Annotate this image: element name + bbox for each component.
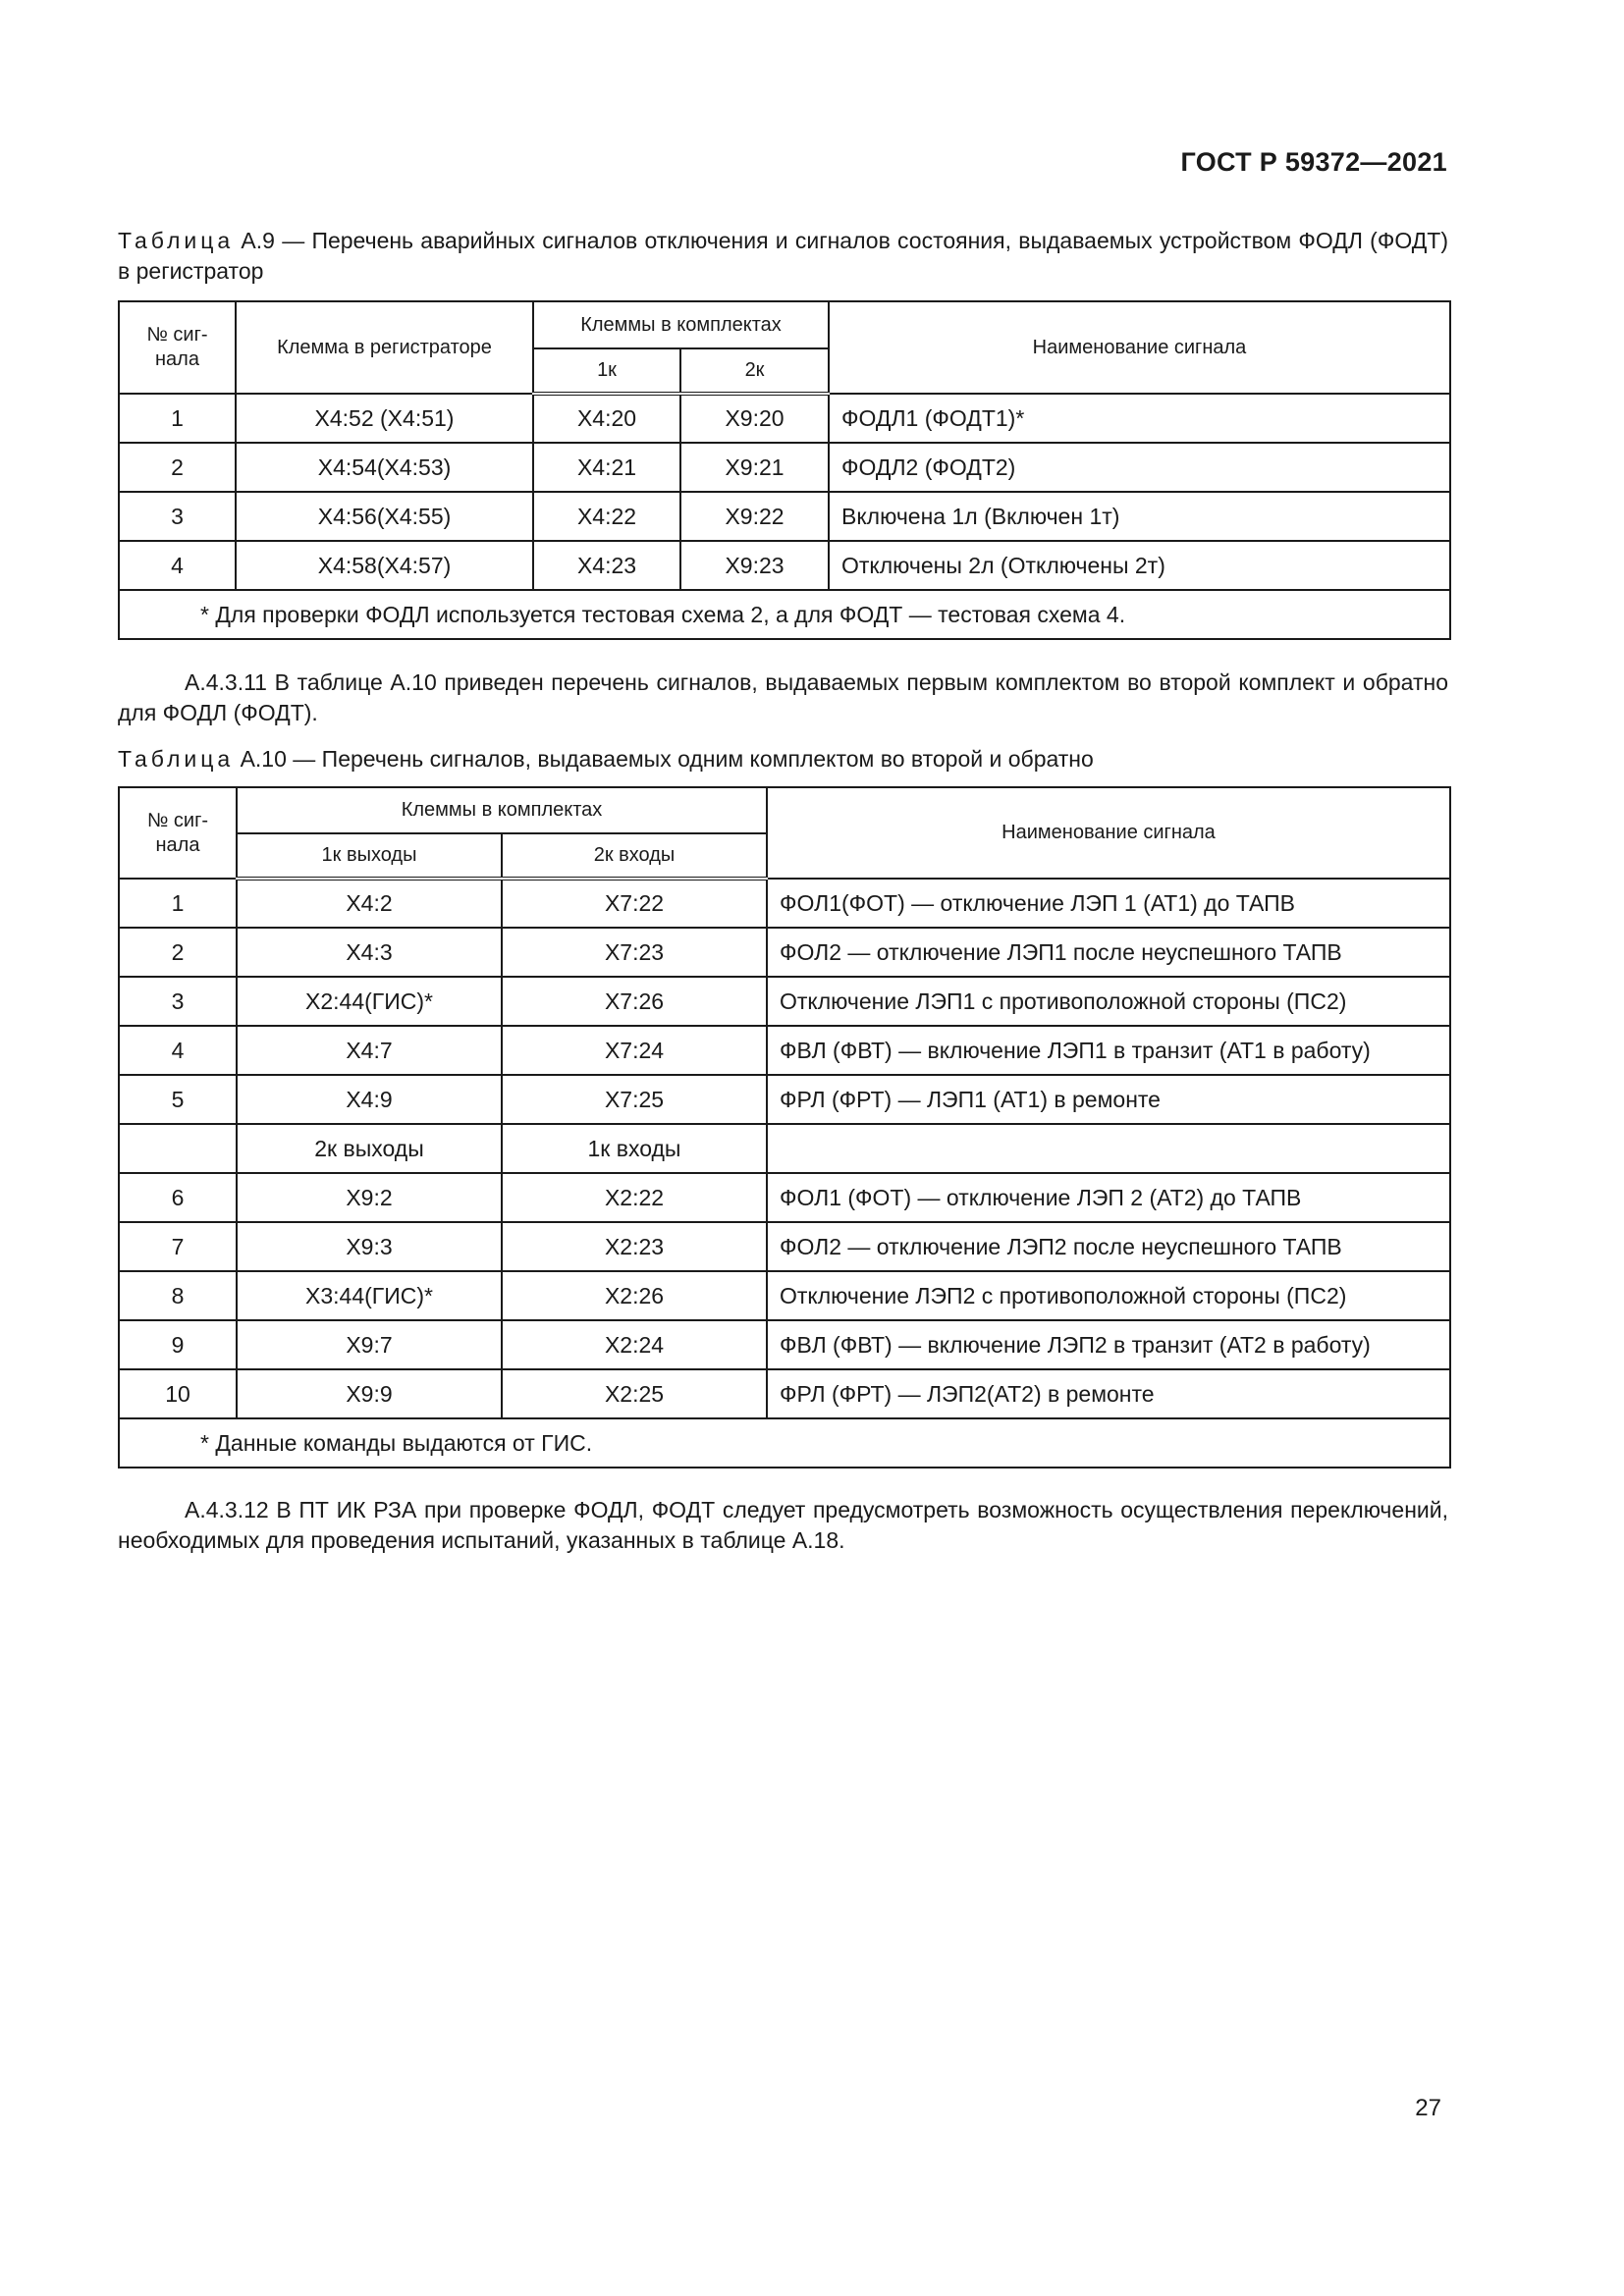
cell-input: X7:26 — [502, 977, 767, 1026]
header-signal-name: Наименование сигнала — [767, 787, 1450, 879]
table-row — [119, 394, 1450, 443]
cell-2k: X9:20 — [680, 394, 829, 443]
cell-output: X9:3 — [237, 1222, 502, 1271]
header-set-1k: 1к — [533, 348, 680, 394]
cell-signal-name — [767, 1124, 1450, 1173]
header-2k-inputs: 2к входы — [502, 833, 767, 879]
cell-input: X7:23 — [502, 928, 767, 977]
cell-output: X4:7 — [237, 1026, 502, 1075]
cell-signal-name: ФОЛ1(ФОТ) — отключение ЛЭП 1 (АТ1) до ТАПВ — [767, 879, 1450, 928]
table-note-row — [119, 590, 1450, 639]
cell-signal-name: ФОДЛ1 (ФОДТ1)* — [829, 394, 1450, 443]
cell-input: X7:24 — [502, 1026, 767, 1075]
header-set-terminals: Клеммы в комплектах — [533, 301, 829, 348]
cell-signal-name: Включена 1л (Включен 1т) — [829, 492, 1450, 541]
table-row — [119, 1271, 1450, 1320]
header-set-terminals: Клеммы в комплектах — [237, 787, 767, 833]
table-a9-caption — [118, 226, 1448, 287]
cell-1k: X4:20 — [533, 394, 680, 443]
table-row — [119, 443, 1450, 492]
cell-signal-name: ФОДЛ2 (ФОДТ2) — [829, 443, 1450, 492]
cell-2k: X9:21 — [680, 443, 829, 492]
cell-signal-name: Отключение ЛЭП2 с противоположной стороны (ПС2) — [767, 1271, 1450, 1320]
table-row — [119, 541, 1450, 590]
cell-signal-name: ФОЛ2 — отключение ЛЭП2 после неуспешного ТАПВ — [767, 1222, 1450, 1271]
cell-signal-name: ФВЛ (ФВТ) — включение ЛЭП2 в транзит (АТ2 в работу) — [767, 1320, 1450, 1369]
header-signal-number: № сиг-нала — [119, 301, 236, 394]
cell-input: X2:24 — [502, 1320, 767, 1369]
table-row — [119, 1026, 1450, 1075]
cell-signal-name: Отключение ЛЭП1 с противоположной стороны (ПС2) — [767, 977, 1450, 1026]
cell-recorder: X4:56(X4:55) — [236, 492, 533, 541]
cell-1k: X4:21 — [533, 443, 680, 492]
table-row — [119, 879, 1450, 928]
cell-1k: X4:22 — [533, 492, 680, 541]
cell-output: X4:2 — [237, 879, 502, 928]
header-signal-name: Наименование сигнала — [829, 301, 1450, 394]
cell-number: 5 — [119, 1075, 237, 1124]
table-a10-caption-label: Таблица — [118, 746, 235, 772]
cell-output: X9:2 — [237, 1173, 502, 1222]
table-row — [119, 977, 1450, 1026]
cell-2k: X9:22 — [680, 492, 829, 541]
paragraph-a-4-3-11-text: А.4.3.11 В таблице А.10 приведен перечень сигналов, выдаваемых первым комплектом во второй комплект и обратно для ФОДЛ (ФОДТ). — [118, 669, 1448, 725]
cell-signal-name: ФОЛ2 — отключение ЛЭП1 после неуспешного ТАПВ — [767, 928, 1450, 977]
cell-input: X7:22 — [502, 879, 767, 928]
table-row — [119, 1369, 1450, 1418]
cell-number: 9 — [119, 1320, 237, 1369]
paragraph-a-4-3-12 — [118, 1495, 1448, 1556]
cell-number: 1 — [119, 879, 237, 928]
table-a10-caption-text: А.10 — Перечень сигналов, выдаваемых одним комплектом во второй и обратно — [234, 746, 1094, 772]
table-a10-caption — [118, 744, 1448, 774]
cell-number: 3 — [119, 977, 237, 1026]
cell-1k: X4:23 — [533, 541, 680, 590]
subheader-2k-outputs: 2к выходы — [237, 1124, 502, 1173]
cell-number: 1 — [119, 394, 236, 443]
header-1k-outputs: 1к выходы — [237, 833, 502, 879]
table-note-row — [119, 1418, 1450, 1468]
cell-number: 3 — [119, 492, 236, 541]
table-a9-caption-text: А.9 — Перечень аварийных сигналов отключения и сигналов состояния, выдаваемых устройством ФОДЛ (ФОДТ) в регистратор — [118, 228, 1448, 284]
table-row — [119, 1222, 1450, 1271]
cell-output: X2:44(ГИС)* — [237, 977, 502, 1026]
cell-number: 10 — [119, 1369, 237, 1418]
cell-number: 6 — [119, 1173, 237, 1222]
subheader-1k-inputs: 1к входы — [502, 1124, 767, 1173]
cell-output: X3:44(ГИС)* — [237, 1271, 502, 1320]
table-a10-footnote: * Данные команды выдаются от ГИС. — [119, 1418, 1450, 1468]
cell-input: X2:22 — [502, 1173, 767, 1222]
cell-output: X9:7 — [237, 1320, 502, 1369]
cell-number: 2 — [119, 928, 237, 977]
cell-number: 7 — [119, 1222, 237, 1271]
header-set-2k: 2к — [680, 348, 829, 394]
cell-recorder: X4:52 (X4:51) — [236, 394, 533, 443]
cell-recorder: X4:54(X4:53) — [236, 443, 533, 492]
cell-input: X2:23 — [502, 1222, 767, 1271]
table-a9-footnote: * Для проверки ФОДЛ используется тестовая схема 2, а для ФОДТ — тестовая схема 4. — [119, 590, 1450, 639]
paragraph-a-4-3-11 — [118, 667, 1448, 728]
table-subheader-row — [119, 1124, 1450, 1173]
header-recorder-terminal: Клемма в регистраторе — [236, 301, 533, 394]
table-row — [119, 1075, 1450, 1124]
cell-output: X4:3 — [237, 928, 502, 977]
standard-code: ГОСТ Р 59372—2021 — [1180, 147, 1447, 177]
header-signal-number: № сиг-нала — [119, 787, 237, 879]
cell-signal-name: ФРЛ (ФРТ) — ЛЭП2(АТ2) в ремонте — [767, 1369, 1450, 1418]
table-row — [119, 928, 1450, 977]
cell-2k: X9:23 — [680, 541, 829, 590]
table-row — [119, 1320, 1450, 1369]
cell-signal-name: ФРЛ (ФРТ) — ЛЭП1 (АТ1) в ремонте — [767, 1075, 1450, 1124]
cell-recorder: X4:58(X4:57) — [236, 541, 533, 590]
cell-number: 2 — [119, 443, 236, 492]
table-a10 — [118, 786, 1451, 1468]
cell-signal-name: ФОЛ1 (ФОТ) — отключение ЛЭП 2 (АТ2) до ТАПВ — [767, 1173, 1450, 1222]
cell-output: X4:9 — [237, 1075, 502, 1124]
cell-number: 8 — [119, 1271, 237, 1320]
table-row — [119, 1173, 1450, 1222]
cell-input: X2:25 — [502, 1369, 767, 1418]
page-number: 27 — [1415, 2095, 1441, 2121]
table-a9 — [118, 300, 1451, 640]
cell-signal-name: ФВЛ (ФВТ) — включение ЛЭП1 в транзит (АТ1 в работу) — [767, 1026, 1450, 1075]
cell-input: X7:25 — [502, 1075, 767, 1124]
cell-number: 4 — [119, 1026, 237, 1075]
table-row — [119, 492, 1450, 541]
cell-input: X2:26 — [502, 1271, 767, 1320]
cell-output: X9:9 — [237, 1369, 502, 1418]
cell-number: 4 — [119, 541, 236, 590]
paragraph-a-4-3-12-text: А.4.3.12 В ПТ ИК РЗА при проверке ФОДЛ, ФОДТ следует предусмотреть возможность осуществления переключений, необходимых для проведения испытаний, указанных в таблице А.18. — [118, 1497, 1448, 1553]
cell-number — [119, 1124, 237, 1173]
table-a9-caption-label: Таблица — [118, 228, 235, 253]
cell-signal-name: Отключены 2л (Отключены 2т) — [829, 541, 1450, 590]
